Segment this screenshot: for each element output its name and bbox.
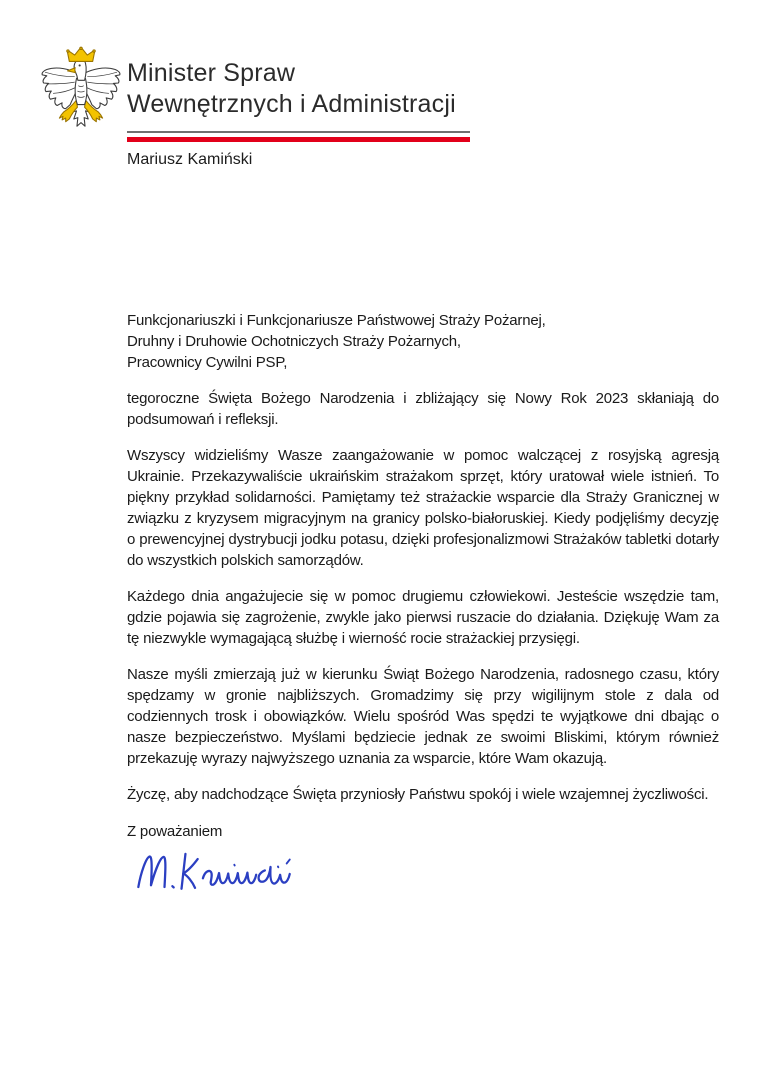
minister-name: Mariusz Kamiński [127,151,253,168]
letter-body [127,310,719,894]
ministry-title-line2: Wewnętrznych i Administracji [127,90,456,118]
closing-salutation: Z poważaniem [127,823,223,840]
salutation-line-2: Druhny i Druhowie Ochotniczych Straży Pożarnych, [127,333,461,350]
paragraph-wishes: Życzę, aby nadchodzące Święta przyniosły Państwu spokój i wiele wzajemnej życzliwości. [127,786,709,803]
ministry-title-line1: Minister Spraw [127,59,296,87]
salutation-line-1: Funkcjonariuszki i Funkcjonariusze Państwowej Straży Pożarnej, [127,312,546,329]
ministry-title [127,58,456,120]
header-divider-thin [127,131,470,133]
paragraph-intro: tegoroczne Święta Bożego Narodzenia i zbliżający się Nowy Rok 2023 skłaniają do podsumowań i refleksji. [127,390,719,428]
salutation-line-3: Pracownicy Cywilni PSP, [127,354,288,371]
paragraph-daily-service: Każdego dnia angażujecie się w pomoc drugiemu człowiekowi. Jesteście wszędzie tam, gdzie pojawia się zagrożenie, zwykle jako pierwsi ruszacie do działania. Dziękuję Wam za tę niezwykle wymagającą służbę i wierność rocie strażackiej przysięgi. [127,588,719,647]
polish-eagle-coat-of-arms-icon [36,45,126,148]
paragraph-christmas: Nasze myśli zmierzają już w kierunku Świąt Bożego Narodzenia, radosnego czasu, który spędzamy w gronie najbliższych. Gromadzimy się przy wigilijnym stole z dala od codziennych trosk i obowiązków. Wielu spośród Was spędzi te wyjątkowe dni dbając o nasze bezpieczeństwo. Myślami będziecie jednak ze swoimi Bliskimi, którym również przekazuję wyrazy najwyższego uznania za wsparcie, które Wam okazują. [127,666,719,767]
signature-handwriting [127,846,719,894]
paragraph-ukraine-support: Wszyscy widzieliśmy Wasze zaangażowanie w pomoc walczącej z rosyjską agresją Ukrainie. Przekazywaliście ukraińskim strażakom sprzęt, który uratował wiele istnień. To piękny przykład solidarności. Pamiętamy też strażackie wsparcie dla Straży Granicznej w związku z kryzysem migracyjnym na granicy polsko-białoruskiej. Kiedy podjęliśmy decyzję o prewencyjnej dystrybucji jodku potasu, dzięki profesjonalizmowi Strażaków tabletki dotarły do wszystkich polskich samorządów. [127,447,719,569]
salutation-block [127,310,719,373]
header-divider-red [127,137,470,142]
